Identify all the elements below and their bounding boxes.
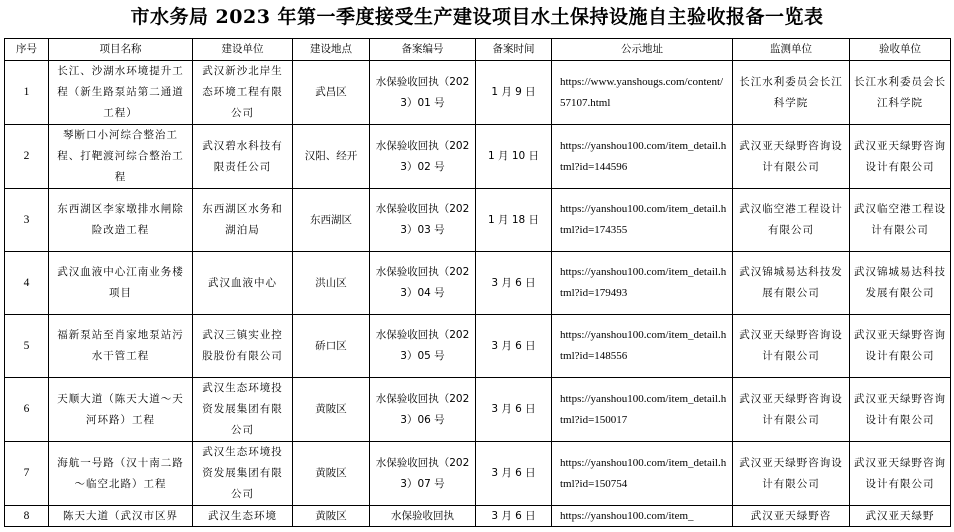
cell-record-number: 水保验收回执（2023）03 号 [370, 189, 476, 252]
header-record-date: 备案时间 [476, 39, 552, 61]
cell-public-url[interactable]: https://yanshou100.com/item_detail.html?id=144596 [552, 125, 733, 189]
cell-location: 黄陂区 [293, 378, 370, 442]
cell-record-number: 水保验收回执（2023）04 号 [370, 252, 476, 315]
cell-construction-unit: 武汉生态环境投资发展集团有限公司 [193, 378, 293, 442]
cell-record-number: 水保验收回执（2023）01 号 [370, 61, 476, 125]
cell-monitoring-unit: 武汉亚天绿野咨询设计有限公司 [733, 315, 850, 378]
cell-no: 5 [5, 315, 49, 378]
cell-construction-unit: 武汉三镇实业控股股份有限公司 [193, 315, 293, 378]
table-header-row [5, 39, 951, 61]
cell-location: 武昌区 [293, 61, 370, 125]
cell-record-number: 水保验收回执（2023）06 号 [370, 378, 476, 442]
cell-project-name: 陈天大道（武汉市区界 [49, 506, 193, 527]
cell-public-url[interactable]: https://yanshou100.com/item_detail.html?id=174355 [552, 189, 733, 252]
cell-construction-unit: 武汉新沙北岸生态环境工程有限公司 [193, 61, 293, 125]
cell-monitoring-unit: 武汉亚天绿野咨询设计有限公司 [733, 378, 850, 442]
cell-no: 2 [5, 125, 49, 189]
cell-location: 硚口区 [293, 315, 370, 378]
cell-record-number: 水保验收回执 [370, 506, 476, 527]
table-row [5, 506, 951, 527]
header-acceptance-unit: 验收单位 [850, 39, 951, 61]
cell-no: 6 [5, 378, 49, 442]
cell-acceptance-unit: 武汉亚天绿野 [850, 506, 951, 527]
cell-public-url[interactable]: https://yanshou100.com/item_detail.html?id=179493 [552, 252, 733, 315]
header-project-name: 项目名称 [49, 39, 193, 61]
header-no: 序号 [5, 39, 49, 61]
cell-record-date: 3 月 6 日 [476, 442, 552, 506]
cell-location: 东西湖区 [293, 189, 370, 252]
cell-monitoring-unit: 武汉亚天绿野咨 [733, 506, 850, 527]
cell-acceptance-unit: 长江水利委员会长江科学院 [850, 61, 951, 125]
cell-project-name: 天顺大道（陈天大道～天河环路）工程 [49, 378, 193, 442]
cell-acceptance-unit: 武汉亚天绿野咨询设计有限公司 [850, 378, 951, 442]
cell-acceptance-unit: 武汉亚天绿野咨询设计有限公司 [850, 315, 951, 378]
cell-location: 汉阳、经开 [293, 125, 370, 189]
cell-construction-unit: 武汉生态环境 [193, 506, 293, 527]
cell-monitoring-unit: 武汉亚天绿野咨询设计有限公司 [733, 442, 850, 506]
cell-record-date: 1 月 18 日 [476, 189, 552, 252]
cell-monitoring-unit: 武汉锦城易达科技发展有限公司 [733, 252, 850, 315]
table-row [5, 189, 951, 252]
page-title: 市水务局 2023 年第一季度接受生产建设项目水土保持设施自主验收报备一览表 [130, 6, 824, 28]
cell-monitoring-unit: 长江水利委员会长江科学院 [733, 61, 850, 125]
cell-project-name: 琴断口小河综合整治工程、打靶渡河综合整治工程 [49, 125, 193, 189]
cell-record-date: 3 月 6 日 [476, 378, 552, 442]
table-row [5, 378, 951, 442]
table-row [5, 315, 951, 378]
cell-record-date: 1 月 9 日 [476, 61, 552, 125]
cell-record-number: 水保验收回执（2023）02 号 [370, 125, 476, 189]
cell-record-date: 3 月 6 日 [476, 315, 552, 378]
header-monitoring-unit: 监测单位 [733, 39, 850, 61]
cell-acceptance-unit: 武汉临空港工程设计有限公司 [850, 189, 951, 252]
cell-public-url[interactable]: https://yanshou100.com/item_detail.html?id=150754 [552, 442, 733, 506]
cell-no: 7 [5, 442, 49, 506]
cell-construction-unit: 武汉碧水科技有限责任公司 [193, 125, 293, 189]
cell-record-date: 1 月 10 日 [476, 125, 552, 189]
cell-location: 黄陂区 [293, 506, 370, 527]
cell-location: 黄陂区 [293, 442, 370, 506]
cell-acceptance-unit: 武汉锦城易达科技发展有限公司 [850, 252, 951, 315]
cell-public-url[interactable]: https://yanshou100.com/item_ [552, 506, 733, 527]
cell-construction-unit: 东西湖区水务和湖泊局 [193, 189, 293, 252]
cell-record-date: 3 月 6 日 [476, 252, 552, 315]
cell-project-name: 东西湖区李家墩排水闸除险改造工程 [49, 189, 193, 252]
cell-public-url[interactable]: https://www.yanshougs.com/content/57107.html [552, 61, 733, 125]
cell-project-name: 长江、沙湖水环境提升工程（新生路泵站第二通道工程） [49, 61, 193, 125]
cell-monitoring-unit: 武汉临空港工程设计有限公司 [733, 189, 850, 252]
table-row [5, 442, 951, 506]
cell-no: 4 [5, 252, 49, 315]
cell-public-url[interactable]: https://yanshou100.com/item_detail.html?id=148556 [552, 315, 733, 378]
cell-project-name: 海航一号路（汉十南二路～临空北路）工程 [49, 442, 193, 506]
cell-public-url[interactable]: https://yanshou100.com/item_detail.html?id=150017 [552, 378, 733, 442]
cell-record-date: 3 月 6 日 [476, 506, 552, 527]
header-location: 建设地点 [293, 39, 370, 61]
cell-location: 洪山区 [293, 252, 370, 315]
table-row [5, 252, 951, 315]
table-row [5, 125, 951, 189]
header-record-number: 备案编号 [370, 39, 476, 61]
cell-record-number: 水保验收回执（2023）07 号 [370, 442, 476, 506]
cell-construction-unit: 武汉生态环境投资发展集团有限公司 [193, 442, 293, 506]
header-public-url: 公示地址 [552, 39, 733, 61]
table-row [5, 61, 951, 125]
cell-project-name: 福新泵站至肖家地泵站污水干管工程 [49, 315, 193, 378]
cell-monitoring-unit: 武汉亚天绿野咨询设计有限公司 [733, 125, 850, 189]
cell-no: 3 [5, 189, 49, 252]
cell-record-number: 水保验收回执（2023）05 号 [370, 315, 476, 378]
cell-acceptance-unit: 武汉亚天绿野咨询设计有限公司 [850, 442, 951, 506]
cell-construction-unit: 武汉血液中心 [193, 252, 293, 315]
record-table [4, 38, 951, 527]
cell-no: 8 [5, 506, 49, 527]
cell-acceptance-unit: 武汉亚天绿野咨询设计有限公司 [850, 125, 951, 189]
cell-no: 1 [5, 61, 49, 125]
header-construction-unit: 建设单位 [193, 39, 293, 61]
cell-project-name: 武汉血液中心江南业务楼项目 [49, 252, 193, 315]
